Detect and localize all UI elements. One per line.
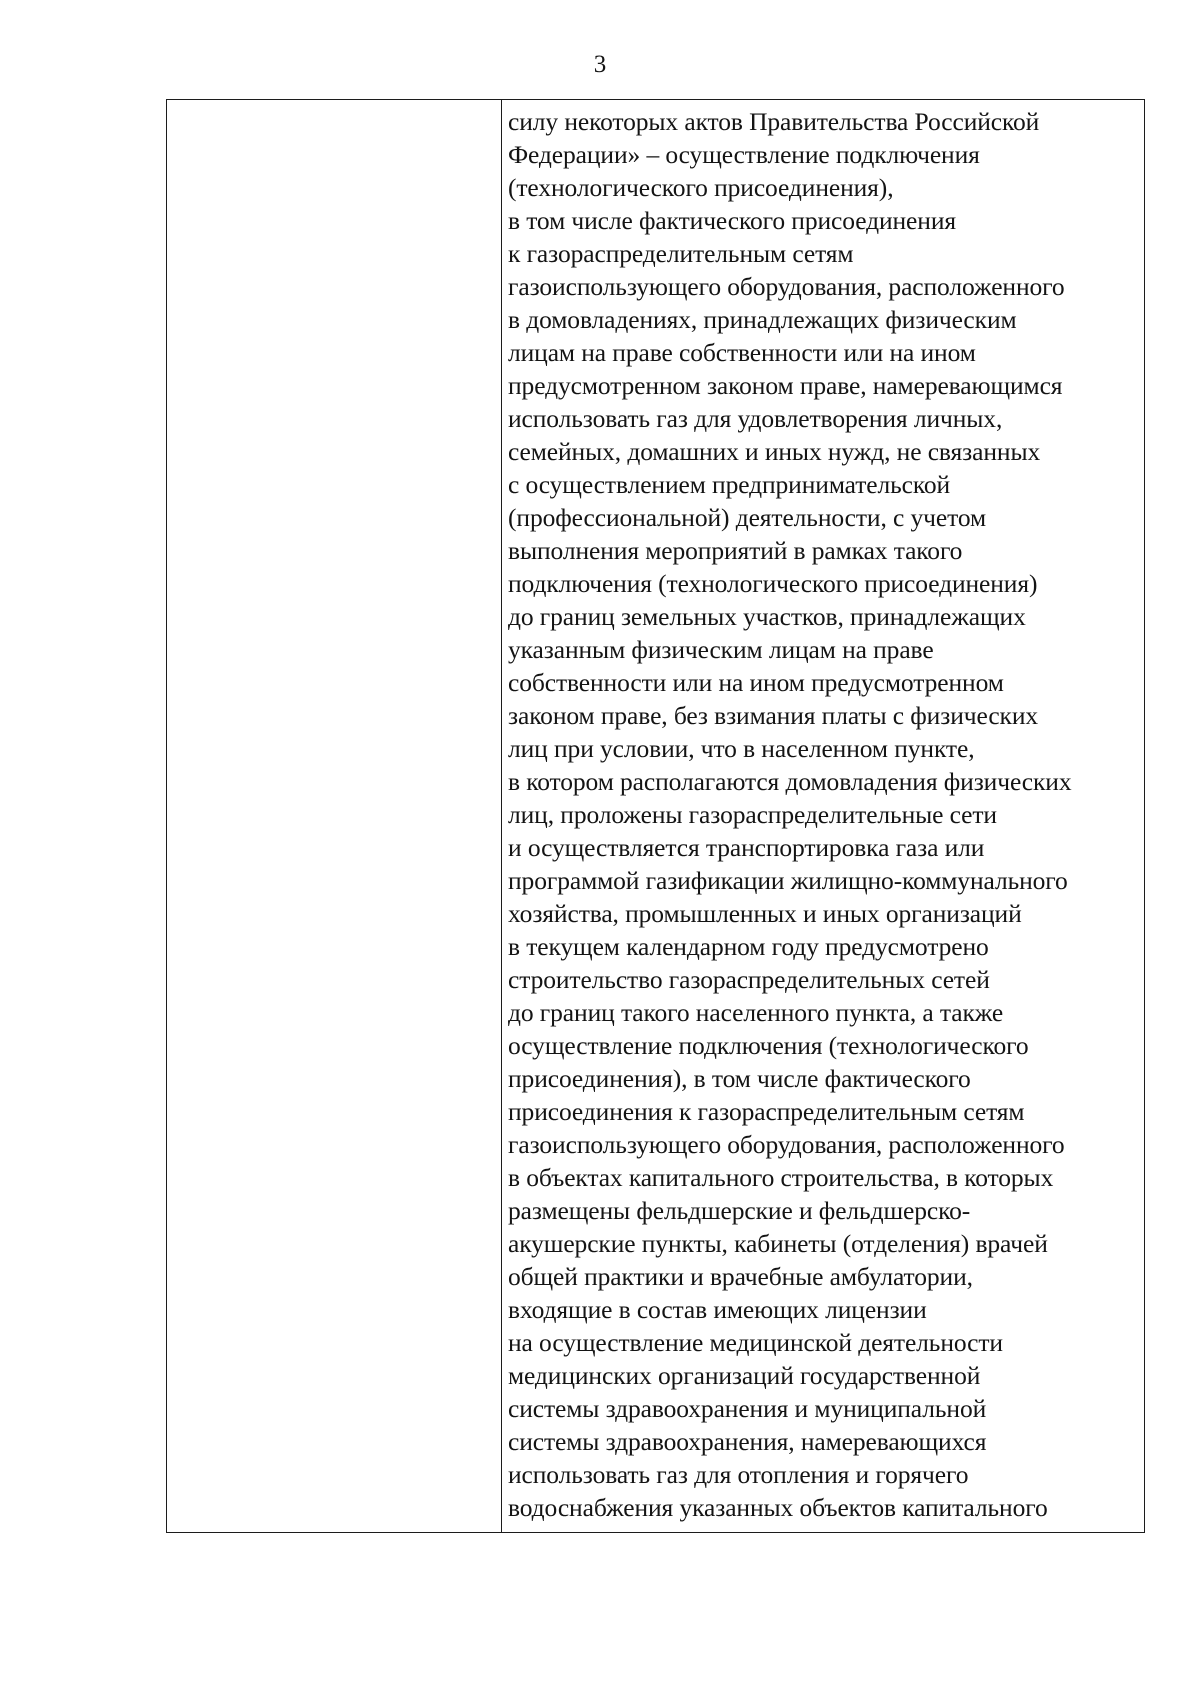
text-line: размещены фельдшерские и фельдшерско- bbox=[508, 1196, 971, 1225]
text-line: лиц, проложены газораспределительные сети bbox=[508, 800, 997, 829]
text-line: использовать газ для отопления и горячего bbox=[508, 1460, 969, 1489]
text-line: и осуществляется транспортировка газа или bbox=[508, 833, 985, 862]
text-line: газоиспользующего оборудования, расположенного bbox=[508, 272, 1065, 301]
text-line: выполнения мероприятий в рамках такого bbox=[508, 536, 963, 565]
text-line: (профессиональной) деятельности, с учетом bbox=[508, 503, 987, 532]
text-line: системы здравоохранения и муниципальной bbox=[508, 1394, 987, 1423]
text-line: (технологического присоединения), bbox=[508, 173, 894, 202]
text-line: присоединения к газораспределительным сетям bbox=[508, 1097, 1025, 1126]
text-line: до границ земельных участков, принадлежащих bbox=[508, 602, 1026, 631]
text-line: в том числе фактического присоединения bbox=[508, 206, 956, 235]
text-line: входящие в состав имеющих лицензии bbox=[508, 1295, 927, 1324]
text-line: семейных, домашних и иных нужд, не связанных bbox=[508, 437, 1041, 466]
text-line: в домовладениях, принадлежащих физическим bbox=[508, 305, 1017, 334]
text-line: указанным физическим лицам на праве bbox=[508, 635, 934, 664]
text-line: акушерские пункты, кабинеты (отделения) врачей bbox=[508, 1229, 1048, 1258]
table-left-cell bbox=[167, 100, 502, 1532]
text-line: присоединения), в том числе фактического bbox=[508, 1064, 971, 1093]
text-line: предусмотренном законом праве, намеревающимся bbox=[508, 371, 1063, 400]
document-table bbox=[166, 99, 1145, 1533]
text-line: на осуществление медицинской деятельности bbox=[508, 1328, 1003, 1357]
text-line: газоиспользующего оборудования, расположенного bbox=[508, 1130, 1065, 1159]
text-line: к газораспределительным сетям bbox=[508, 239, 854, 268]
text-line: до границ такого населенного пункта, а также bbox=[508, 998, 1004, 1027]
text-line: общей практики и врачебные амбулатории, bbox=[508, 1262, 973, 1291]
text-line: силу некоторых актов Правительства Российской bbox=[508, 107, 1040, 136]
text-line: использовать газ для удовлетворения личных, bbox=[508, 404, 1003, 433]
page-number: 3 bbox=[593, 51, 607, 78]
text-line: в котором располагаются домовладения физических bbox=[508, 767, 1072, 796]
text-line: медицинских организаций государственной bbox=[508, 1361, 981, 1390]
table-right-cell bbox=[502, 100, 1144, 1532]
text-line: осуществление подключения (технологического bbox=[508, 1031, 1029, 1060]
text-line: Федерации» – осуществление подключения bbox=[508, 140, 980, 169]
text-line: подключения (технологического присоединения) bbox=[508, 569, 1038, 598]
text-line: системы здравоохранения, намеревающихся bbox=[508, 1427, 987, 1456]
text-line: программой газификации жилищно-коммунального bbox=[508, 866, 1068, 895]
text-line: законом праве, без взимания платы с физических bbox=[508, 701, 1039, 730]
text-line: с осуществлением предпринимательской bbox=[508, 470, 951, 499]
text-line: лицам на праве собственности или на ином bbox=[508, 338, 976, 367]
text-line: лиц при условии, что в населенном пункте, bbox=[508, 734, 975, 763]
text-line: в объектах капитального строительства, в которых bbox=[508, 1163, 1054, 1192]
text-line: водоснабжения указанных объектов капитального bbox=[508, 1493, 1048, 1522]
text-line: в текущем календарном году предусмотрено bbox=[508, 932, 989, 961]
text-line: строительство газораспределительных сетей bbox=[508, 965, 990, 994]
text-line: собственности или на ином предусмотренном bbox=[508, 668, 1004, 697]
text-line: хозяйства, промышленных и иных организаций bbox=[508, 899, 1022, 928]
